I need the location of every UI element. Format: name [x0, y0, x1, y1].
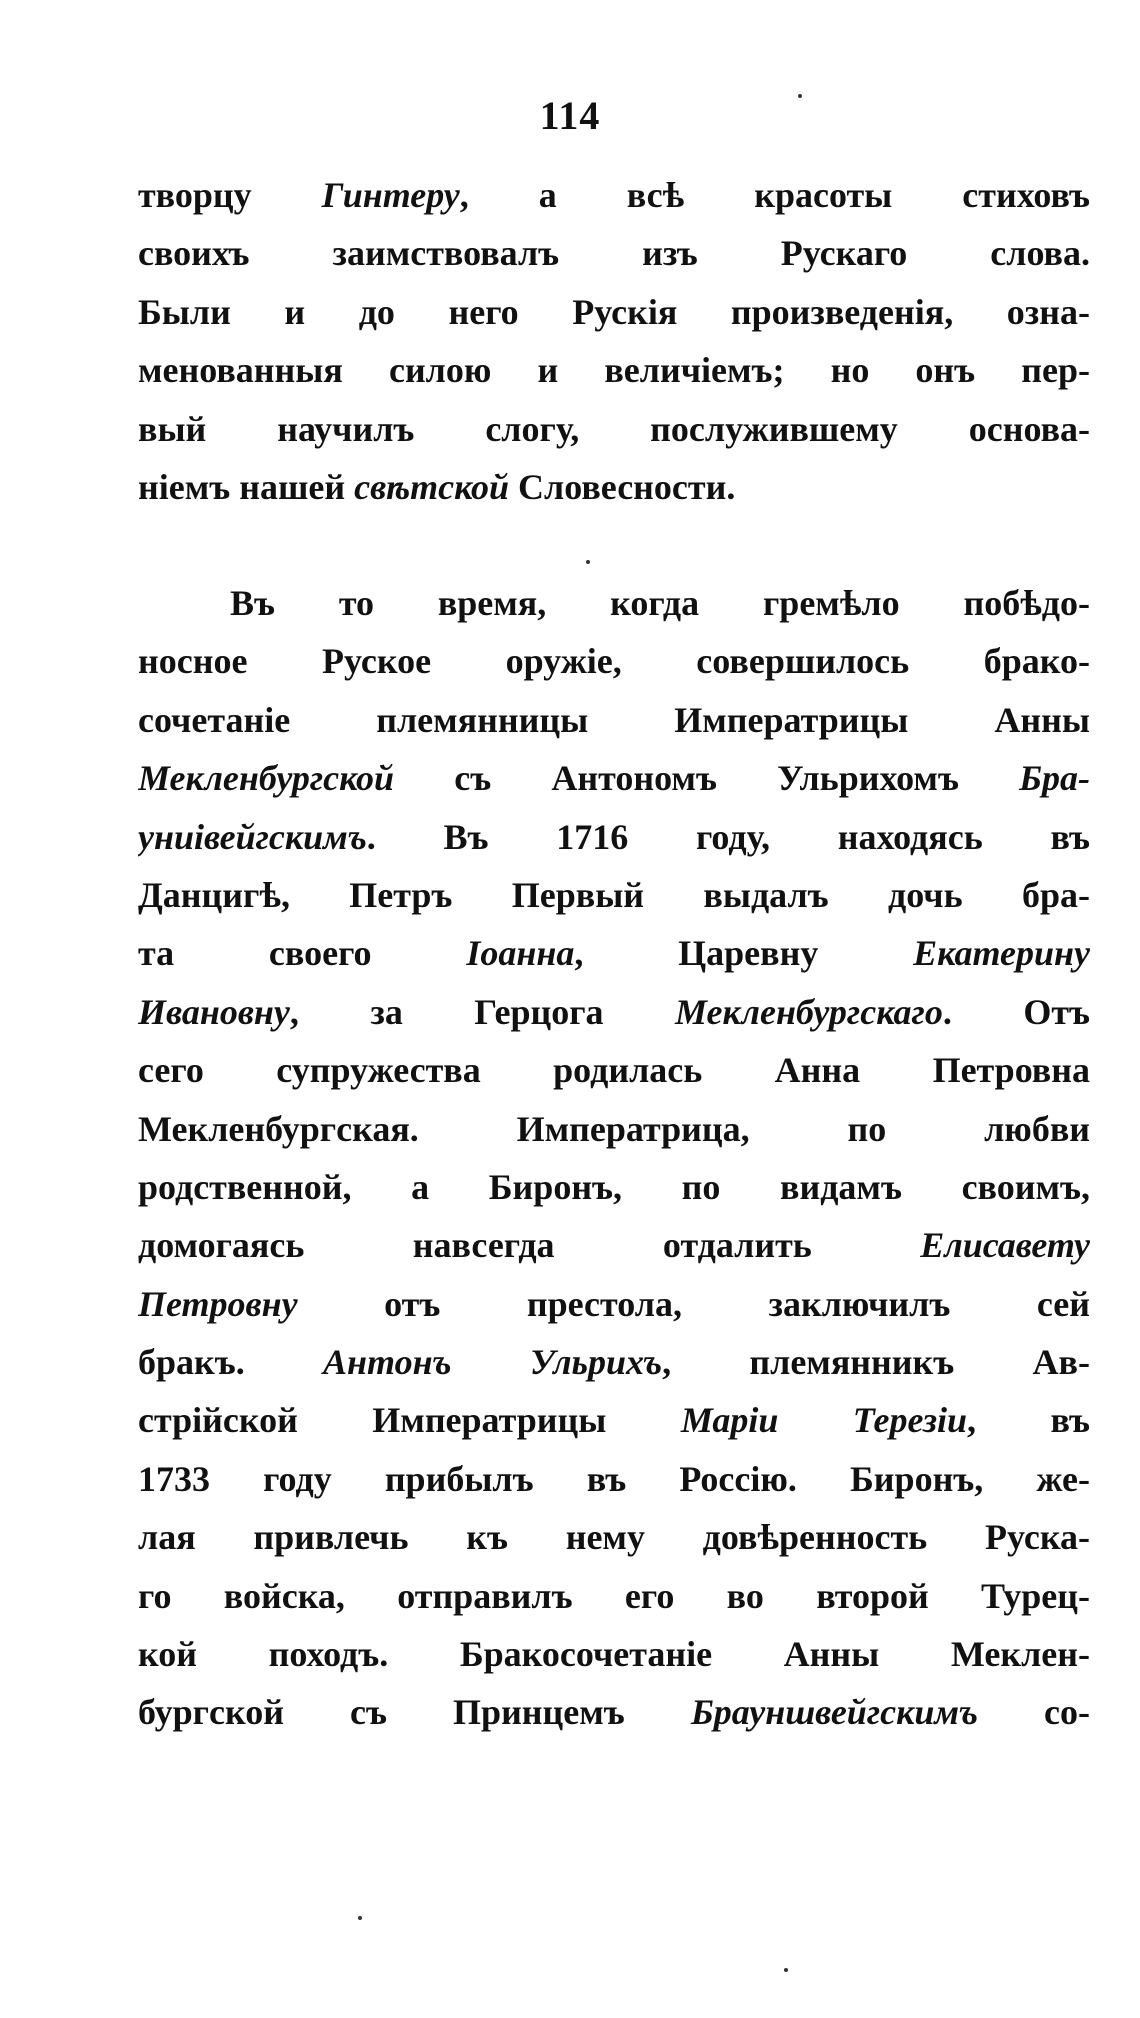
text-run: домогаясь навсегда отдалить [138, 1225, 921, 1266]
text-run: родственной, а Биронъ, по видамъ своимъ, [138, 1166, 1090, 1207]
italic-run: Мекленбургскаго [675, 991, 943, 1032]
text-run: съ Антономъ Ульрихомъ [394, 758, 1020, 799]
italic-run: Мекленбургской [138, 758, 395, 799]
text-line [138, 400, 1090, 458]
text-run: своихъ заимствовалъ изъ Рускаго слова. [138, 233, 1090, 274]
text-run: . Въ 1716 году, находясь въ [366, 816, 1090, 857]
text-line [138, 1275, 1090, 1333]
text-run: Данцигѣ, Петръ Первый выдалъ дочь бра- [138, 874, 1090, 915]
italic-run: Гинтеру [321, 175, 460, 215]
text-run: , Царевну [574, 933, 914, 974]
text-run: , за Герцога [289, 991, 676, 1032]
text-run: Въ то время, когда гремѣло побѣдо- [230, 583, 1090, 623]
italic-run: Іоанна [466, 933, 575, 974]
text-run: Мекленбургская. Императрица, по любви [138, 1108, 1090, 1149]
text-run: сочетаніе племянницы Императрицы Анны [138, 699, 1090, 740]
paragraph-1 [138, 166, 1090, 516]
text-line [138, 691, 1090, 749]
text-run: бракъ. [138, 1342, 324, 1383]
text-line [138, 632, 1090, 690]
italic-run: Брауншвейгскимъ [690, 1692, 978, 1733]
text-run: сего супружества родилась Анна Петровна [138, 1050, 1090, 1091]
text-run: та своего [138, 933, 467, 974]
text-line [138, 1391, 1090, 1449]
ink-speck [784, 1968, 788, 1972]
text-line [138, 749, 1090, 807]
ink-speck [798, 94, 802, 98]
text-run: ніемъ нашей [138, 466, 355, 507]
text-line [138, 283, 1090, 341]
italic-run: Бра- [1019, 758, 1090, 799]
italic-run: Ивановну [138, 991, 290, 1032]
text-line [138, 1041, 1090, 1099]
paragraph-2 [138, 574, 1090, 1742]
text-run: лая привлечь къ нему довѣренность Руска- [138, 1517, 1090, 1558]
text-line [138, 1625, 1090, 1683]
text-line [138, 1683, 1090, 1741]
text-run: Словесности. [509, 466, 736, 507]
text-run: . Отъ [942, 991, 1090, 1032]
text-run: бургской съ Принцемъ [138, 1692, 691, 1733]
text-run: кой походъ. Бракосочетаніе Анны Меклен- [138, 1634, 1090, 1675]
text-line [138, 1567, 1090, 1625]
text-line [138, 341, 1090, 399]
text-line [138, 808, 1090, 866]
italic-run: Антонъ Ульрихъ [323, 1342, 663, 1383]
text-run: Были и до него Рускія произведенія, озна- [138, 291, 1090, 332]
italic-run: свѣтской [354, 466, 510, 507]
ink-speck [358, 1916, 362, 1920]
italic-run: униiвейгскимъ [138, 816, 367, 857]
text-line [138, 458, 1090, 516]
text-line [138, 1216, 1090, 1274]
italic-run: Петровну [138, 1283, 298, 1324]
ink-speck [586, 560, 590, 564]
text-line [138, 1158, 1090, 1216]
text-run: со- [977, 1692, 1090, 1733]
text-run: менованныя силою и величіемъ; но онъ пер- [138, 350, 1090, 391]
text-run: , племянникъ Ав- [662, 1342, 1090, 1383]
text-line [138, 1508, 1090, 1566]
text-line [138, 1100, 1090, 1158]
text-run: , а всѣ красоты стиховъ [459, 175, 1090, 215]
text-run: отъ престола, заключилъ сей [297, 1283, 1090, 1324]
text-run: 1733 году прибылъ въ Россію. Биронъ, же- [138, 1458, 1090, 1499]
text-line [138, 924, 1090, 982]
page-number: 114 [539, 93, 601, 138]
italic-run: Елисавету [920, 1225, 1090, 1266]
text-line [138, 166, 1090, 224]
italic-run: Маріи Терезіи [680, 1400, 968, 1441]
text-run: вый научилъ слогу, послужившему основа- [138, 408, 1090, 449]
text-run: творцу [138, 175, 322, 215]
text-line [138, 983, 1090, 1041]
text-line [138, 1450, 1090, 1508]
italic-run: Екатерину [913, 933, 1090, 974]
text-line [138, 866, 1090, 924]
text-line [138, 574, 1090, 632]
text-run: , въ [967, 1400, 1090, 1441]
text-run: стрійской Императрицы [138, 1400, 681, 1441]
text-run: носное Руское оружіе, совершилось брако- [138, 641, 1090, 682]
text-line [138, 224, 1090, 282]
text-run: го войска, отправилъ его во второй Турец- [138, 1575, 1090, 1616]
text-line [138, 1333, 1090, 1391]
